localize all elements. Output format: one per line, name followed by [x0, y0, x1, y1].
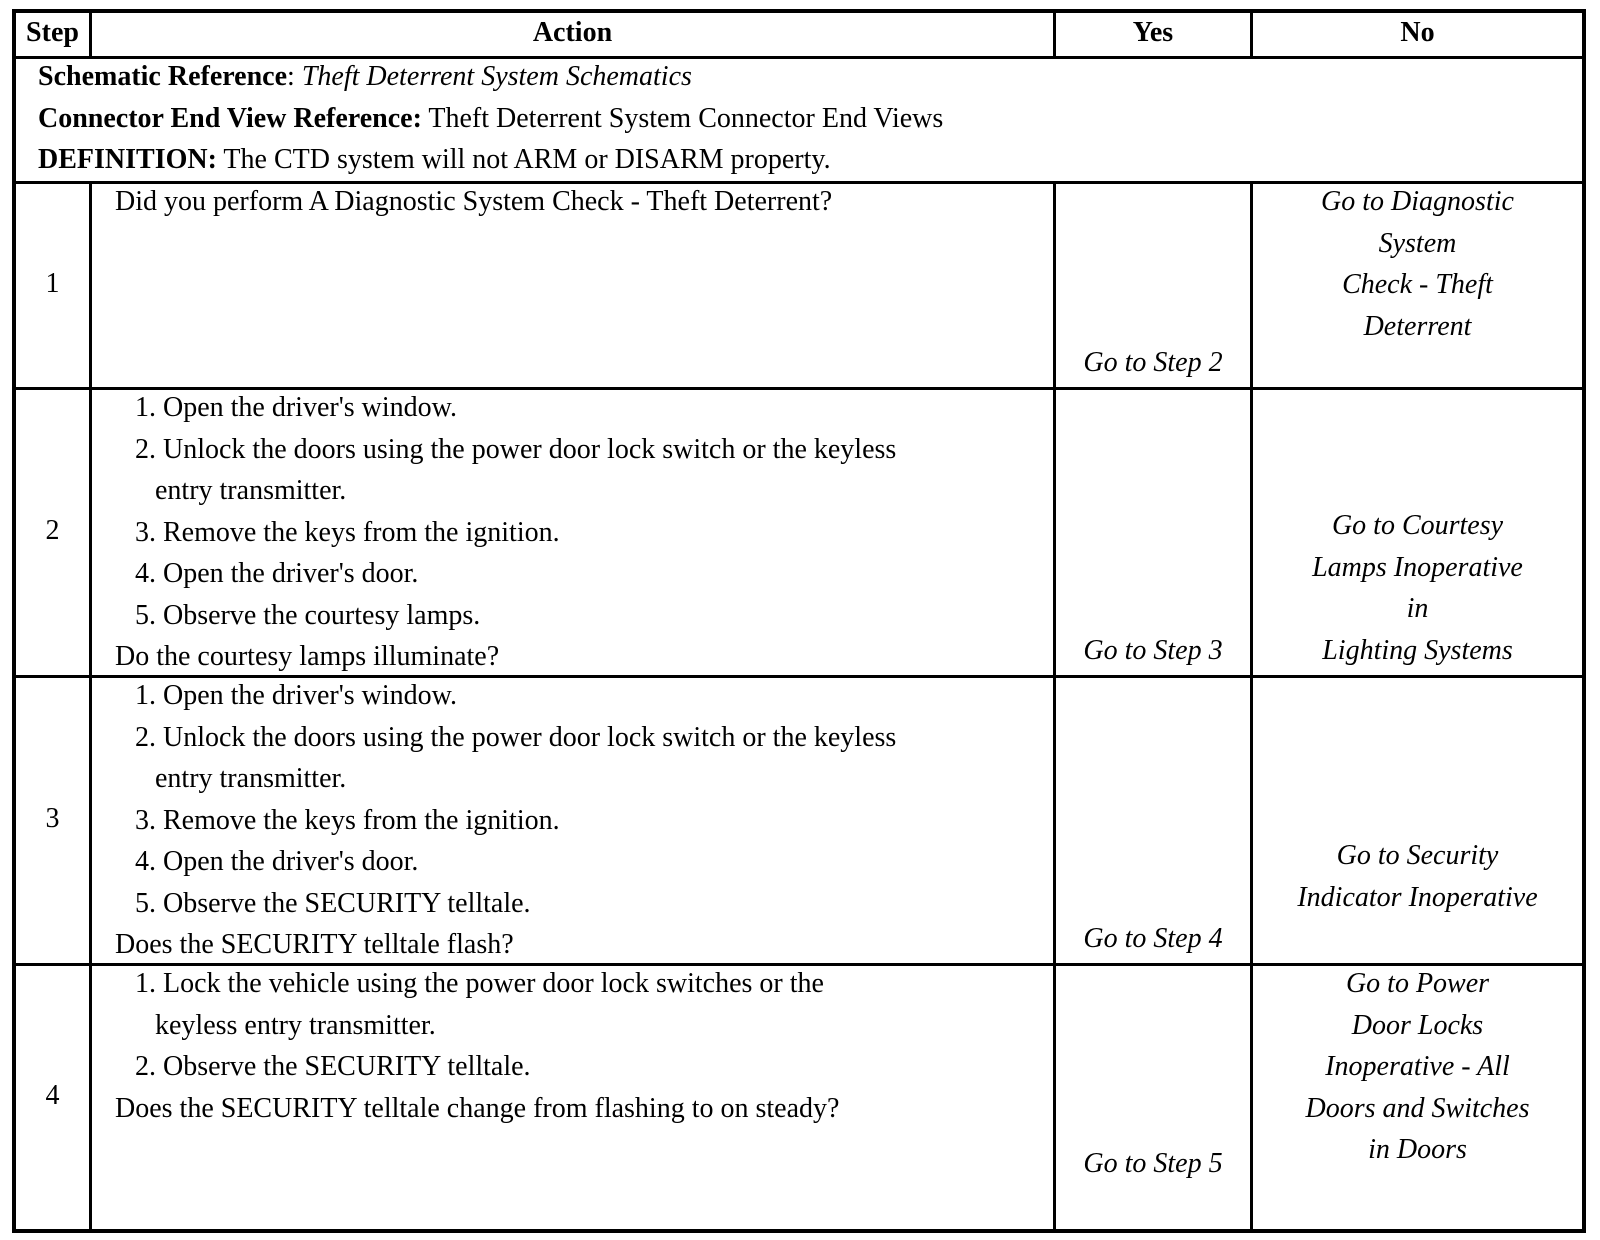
- instruction: 1. Open the driver's window.: [135, 680, 458, 711]
- schematic-reference-value: Theft Deterrent System Schematics: [301, 61, 692, 92]
- step-no: [1250, 675, 1582, 963]
- step-no-line[interactable]: System: [1378, 227, 1457, 259]
- instruction: keyless entry transmitter.: [155, 1009, 436, 1041]
- step-row-4: [16, 963, 1582, 1229]
- header-action: Action: [89, 13, 1053, 56]
- header-yes: Yes: [1053, 13, 1250, 56]
- instruction: 5. Observe the courtesy lamps.: [135, 599, 481, 631]
- step-row-1: [16, 181, 1582, 390]
- instruction: 3. Remove the keys from the ignition.: [135, 516, 560, 548]
- step-no-line[interactable]: Lamps Inoperative: [1312, 551, 1523, 583]
- step-yes: [1053, 387, 1250, 675]
- instruction: 2. Unlock the doors using the power door lock switch or the keyless: [135, 721, 897, 753]
- step-row-2: [16, 387, 1582, 678]
- step-number: 1: [45, 268, 60, 299]
- step-yes-link[interactable]: Go to Step 4: [1083, 922, 1223, 954]
- connector-reference-value: Theft Deterrent System Connector End Views: [421, 102, 944, 134]
- step-no-line[interactable]: Deterrent: [1363, 310, 1472, 342]
- connector-reference-label: Connector End View Reference:: [38, 102, 422, 134]
- schematic-reference: [38, 56, 1582, 98]
- step-no-line[interactable]: in Doors: [1368, 1134, 1467, 1165]
- instruction: 1. Lock the vehicle using the power door lock switches or the: [135, 968, 824, 999]
- instruction: 4. Open the driver's door.: [135, 558, 419, 589]
- step-yes-link[interactable]: Go to Step 5: [1083, 1147, 1223, 1179]
- instruction: 3. Remove the keys from the ignition.: [135, 804, 560, 836]
- step-action: [89, 963, 1053, 1229]
- definition: [38, 139, 1582, 181]
- step-no: [1250, 181, 1582, 387]
- step-yes-link[interactable]: Go to Step 3: [1083, 634, 1223, 666]
- header-step: Step: [26, 17, 79, 48]
- step-yes: [1053, 181, 1250, 387]
- step-no-line[interactable]: Door Locks: [1351, 1009, 1484, 1041]
- step-yes: [1053, 963, 1250, 1229]
- instruction: 1. Open the driver's window.: [135, 392, 458, 423]
- step-no-line[interactable]: Lighting Systems: [1322, 634, 1513, 666]
- step-row-3: [16, 675, 1582, 966]
- step-yes: [1053, 675, 1250, 963]
- instruction: entry transmitter.: [155, 763, 347, 794]
- step-question: Does the SECURITY telltale change from flashing to on steady?: [115, 1092, 840, 1124]
- header-row: [16, 13, 1582, 59]
- step-no-line[interactable]: Indicator Inoperative: [1297, 881, 1538, 913]
- header-no: No: [1250, 13, 1582, 56]
- step-no-line[interactable]: Go to Power: [1345, 968, 1490, 999]
- instruction: 4. Open the driver's door.: [135, 846, 419, 877]
- step-question: Does the SECURITY telltale flash?: [115, 929, 514, 960]
- step-question: Did you perform A Diagnostic System Check - Theft Deterrent?: [115, 186, 833, 217]
- step-no-line[interactable]: Doors and Switches: [1305, 1092, 1530, 1124]
- step-action: [89, 675, 1053, 963]
- connector-reference: [38, 98, 1582, 140]
- step-yes-link[interactable]: Go to Step 2: [1083, 346, 1223, 378]
- step-question: Do the courtesy lamps illuminate?: [115, 641, 500, 672]
- definition-value: The CTD system will not ARM or DISARM property.: [216, 144, 831, 175]
- instruction: 2. Observe the SECURITY telltale.: [135, 1051, 531, 1082]
- step-no-line[interactable]: in: [1406, 593, 1429, 624]
- reference-row: [16, 56, 1582, 184]
- schematic-reference-label: Schematic Reference: [38, 61, 288, 92]
- step-action: [89, 387, 1053, 675]
- step-number: 4: [45, 1080, 60, 1111]
- schematic-reference-separator: :: [287, 61, 302, 92]
- step-action: [89, 181, 1053, 387]
- step-number: 2: [45, 515, 60, 546]
- step-no-line[interactable]: Go to Courtesy: [1331, 510, 1504, 541]
- definition-label: DEFINITION:: [38, 144, 217, 175]
- instruction: 5. Observe the SECURITY telltale.: [135, 887, 531, 919]
- step-no: [1250, 387, 1582, 675]
- diagnostic-table: [12, 9, 1586, 1233]
- step-number: 3: [45, 803, 60, 834]
- step-no-line[interactable]: Go to Diagnostic: [1321, 186, 1514, 217]
- step-no-line[interactable]: Check - Theft: [1342, 269, 1493, 300]
- step-no: [1250, 963, 1582, 1229]
- step-no-line[interactable]: Go to Security: [1336, 840, 1499, 871]
- step-no-line[interactable]: Inoperative - All: [1325, 1051, 1510, 1082]
- instruction: entry transmitter.: [155, 475, 347, 506]
- instruction: 2. Unlock the doors using the power door lock switch or the keyless: [135, 433, 897, 465]
